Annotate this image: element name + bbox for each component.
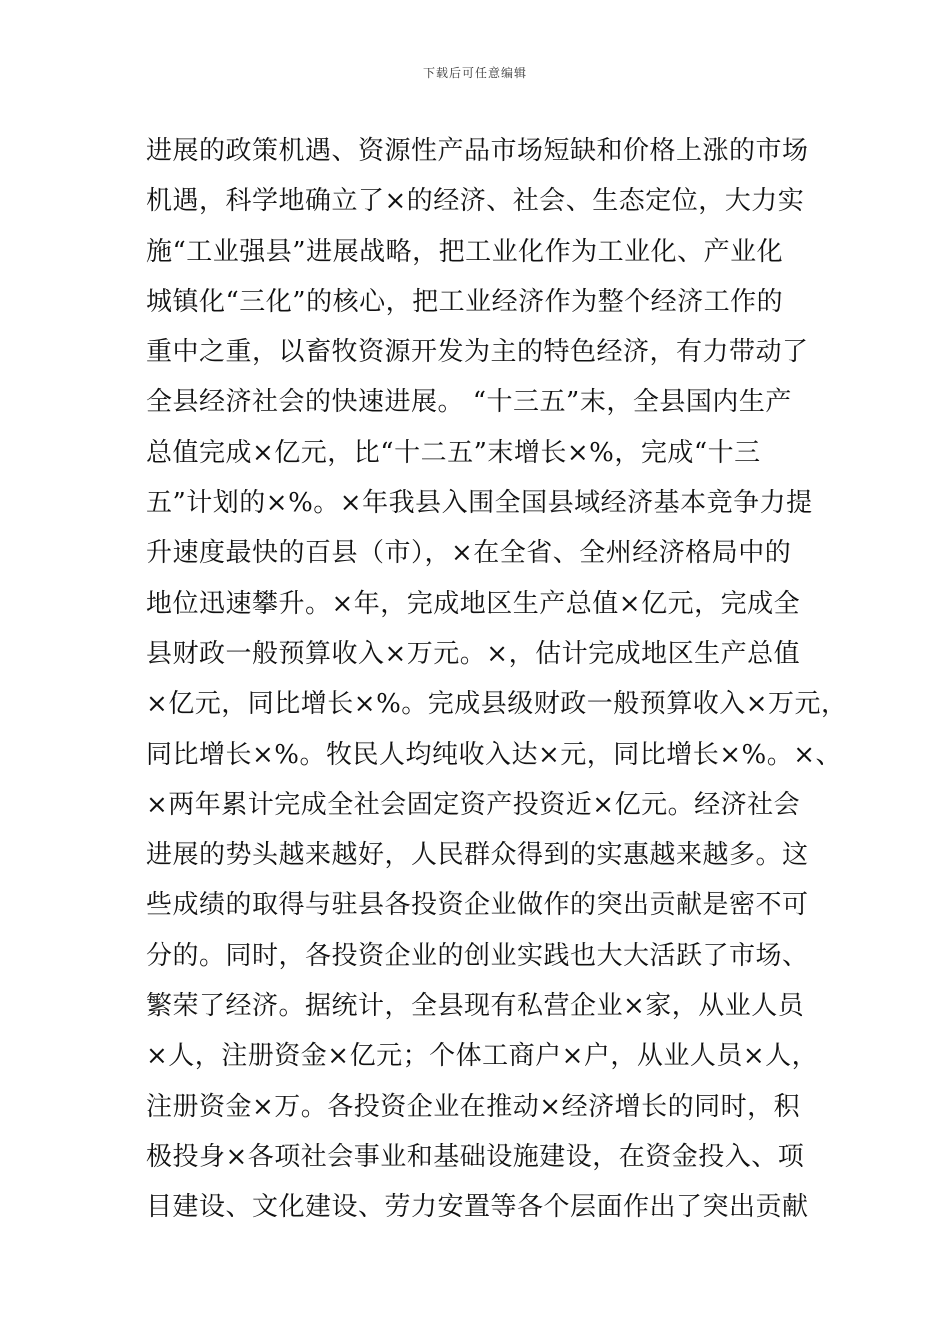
text-line: 地位迅速攀升。×年，完成地区生产总值×亿元，完成全 bbox=[146, 588, 801, 619]
text-line: 施“工业强县”进展战略，把工业化作为工业化、产业化 bbox=[146, 236, 784, 267]
text-line: 些成绩的取得与驻县各投资企业做作的突出贡献是密不可 bbox=[146, 890, 809, 921]
text-line: 全县经济社会的快速进展。 “十三五”末，全县国内生产 bbox=[146, 387, 792, 418]
text-line: 注册资金×万。各投资企业在推动×经济增长的同时，积 bbox=[146, 1091, 801, 1122]
text-line: 进展的势头越来越好，人民群众得到的实惠越来越多。这 bbox=[146, 840, 809, 871]
text-line: 升速度最快的百县（市），×在全省、全州经济格局中的 bbox=[146, 538, 792, 569]
text-line: 极投身×各项社会事业和基础设施建设，在资金投入、项 bbox=[146, 1141, 805, 1172]
text-line: ×两年累计完成全社会固定资产投资近×亿元。经济社会 bbox=[146, 789, 801, 820]
text-line: 分的。同时，各投资企业的创业实践也大大活跃了市场、 bbox=[146, 940, 809, 971]
text-line: 繁荣了经济。据统计，全县现有私营企业×家，从业人员 bbox=[146, 991, 805, 1022]
text-line: 机遇，科学地确立了×的经济、社会、生态定位，大力实 bbox=[146, 186, 805, 217]
text-line: 总值完成×亿元，比“十二五”末增长×%，完成“十三 bbox=[146, 437, 761, 468]
text-line: 进展的政策机遇、资源性产品市场短缺和价格上涨的市场 bbox=[146, 136, 809, 166]
page-header: 下载后可任意编辑 bbox=[422, 66, 527, 80]
text-line: 目建设、文化建设、劳力安置等各个层面作出了突出贡献 bbox=[146, 1192, 809, 1223]
text-line: 同比增长×%。牧民人均纯收入达×元，同比增长×%。×、 bbox=[146, 739, 843, 770]
text-line: ×人，注册资金×亿元；个体工商户×户，从业人员×人， bbox=[146, 1041, 819, 1072]
text-line: 城镇化“三化”的核心，把工业经济作为整个经济工作的 bbox=[146, 286, 784, 317]
text-line: ×亿元，同比增长×%。完成县级财政一般预算收入×万元， bbox=[146, 689, 848, 720]
text-line: 县财政一般预算收入×万元。×，估计完成地区生产总值 bbox=[146, 638, 801, 669]
text-line: 重中之重，以畜牧资源开发为主的特色经济，有力带动了 bbox=[146, 337, 809, 368]
body-text bbox=[146, 126, 848, 1233]
text-line: 五”计划的×%。×年我县入围全国县域经济基本竞争力提 bbox=[146, 488, 813, 519]
